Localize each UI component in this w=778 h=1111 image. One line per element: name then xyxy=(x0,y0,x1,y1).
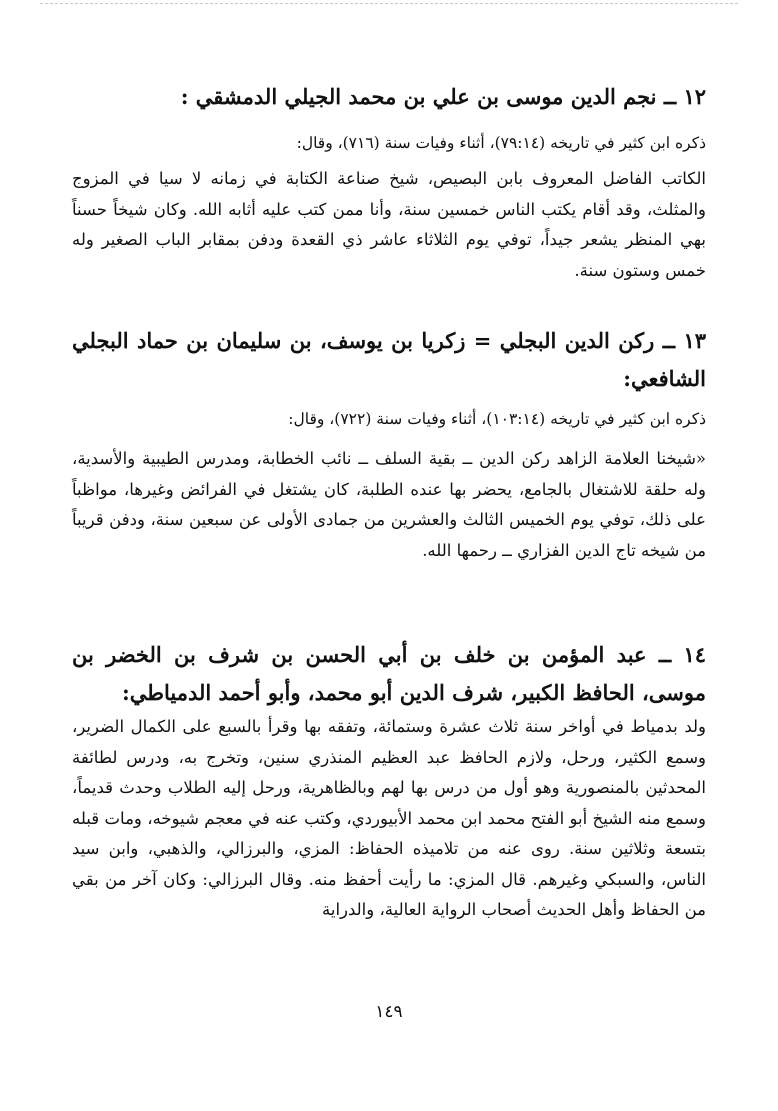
entry-13-body: «شيخنا العلامة الزاهد ركن الدين ــ بقية السلف ــ نائب الخطابة، ومدرس الطيبية والأسدية، وله حلقة للاشتغال بالجامع، يحضر بها عنده الطلبة، كان يشتغل في الفرائض وغيرها، مواظباً على ذلك، توفي يوم الخميس الثالث والعشرين من جمادى الأولى عن سبعين سنة، ودفن قريباً من شيخه تاج الدين الفزاري ــ رحمها الله. xyxy=(72,449,706,560)
entry-12-body: الكاتب الفاضل المعروف بابن البصيص، شيخ صناعة الكتابة في زمانه لا سيا في المزوج والمثلث، وقد أقام يكتب الناس خمسين سنة، وأنا ممن كتب عليه أثابه الله. وكان شيخاً حسناً بهي المنظر يشعر جيداً، توفي يوم الثلاثاء عاشر ذي القعدة ودفن بمقابر الباب الصغير وله خمس وستون سنة. xyxy=(72,169,706,280)
entry-14-body: ولد بدمياط في أواخر سنة ثلاث عشرة وستمائة، وتفقه بها وقرأ بالسبع على الكمال الضرير، وسمع الكثير، ورحل، ولازم الحافظ عبد العظيم المنذري سنين، وتخرج به، ودرس لطائفة المحدثين بالمنصورية وهو أول من درس بها لهم وبالظاهرية، ورحل إليه الطلاب وحدث قديماً، وسمع منه الشيخ أبو الفتح محمد ابن محمد الأبيوردي، وكتب عنه في معجم شيوخه، ومات قبله بتسعة وثلاثين سنة. روى عنه من تلاميذه الحفاظ: المزي، والبرزالي، والذهبي، وابن سيد الناس، والسبكي وغيرهم. قال المزي: ما رأيت أحفظ منه. وقال البرزالي: وكان آخر من بقي من الحفاظ وأهل الحديث أصحاب الرواية العالية، والدراية xyxy=(72,717,706,919)
entry-13-intro: ذكره ابن كثير في تاريخه (١٠٣:١٤)، أثناء وفيات سنة (٧٢٢)، وقال: xyxy=(288,410,706,428)
top-dashed-rule xyxy=(40,3,738,4)
entry-13-heading: ١٣ ــ ركن الدين البجلي = زكريا بن يوسف، بن سليمان بن حماد البجلي الشافعي: xyxy=(72,328,706,391)
entry-14-heading: ١٤ ــ عبد المؤمن بن خلف بن أبي الحسن بن شرف بن الخضر بن موسى، الحافظ الكبير، شرف الدين أبو محمد، وأبو أحمد الدمياطي: xyxy=(72,642,706,705)
entry-12-heading: ١٢ ــ نجم الدين موسى بن علي بن محمد الجيلي الدمشقي : xyxy=(180,84,706,109)
entry-12-intro: ذكره ابن كثير في تاريخه (٧٩:١٤)، أثناء وفيات سنة (٧١٦)، وقال: xyxy=(296,134,706,152)
page-number: ١٤٩ xyxy=(375,1002,403,1022)
